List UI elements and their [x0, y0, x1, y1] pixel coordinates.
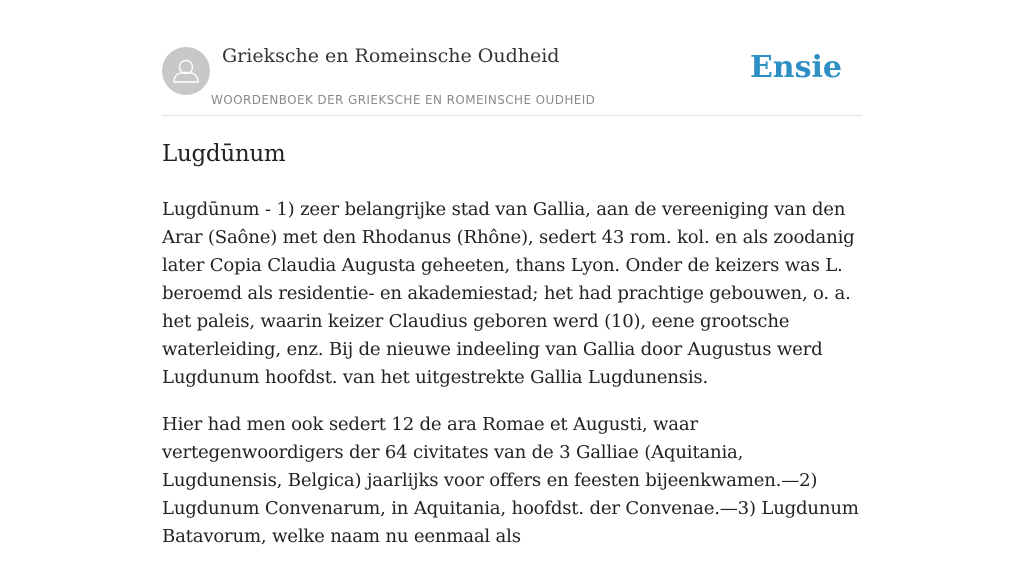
header [162, 0, 862, 116]
entry-paragraph: Hier had men ook sedert 12 de ara Romae et Augusti, waar vertegenwoordigers der 64 civitates van de 3 Galliae (Aquitania, Lugdunensis, Belgica) jaarlijks voor offers en feesten bijeenkwamen.—2) Lugdunum Convenarum, in Aquitania, hoofdst. der Convenae.—3) Lugdunum Batavorum, welke naam nu eenmaal als [162, 414, 859, 547]
site-subtitle[interactable]: WOORDENBOEK DER GRIEKSCHE EN ROMEINSCHE OUDHEID [211, 93, 596, 107]
entry-paragraph: Lugdūnum - 1) zeer belangrijke stad van Gallia, aan de vereeniging van den Arar (Saône) met den Rhodanus (Rhône), sedert 43 rom. kol. en als zoodanig later Copia Claudia Augusta geheeten, thans Lyon. Onder de keizers was L. beroemd als residentie- en akademiestad; het had prachtige gebouwen, o. a. het paleis, waarin keizer Claudius geboren werd (10), eene grootsche waterleiding, enz. Bij de nieuwe indeeling van Gallia door Augustus werd Lugdunum hoofdst. van het uitgestrekte Gallia Lugdunensis. [162, 199, 855, 388]
entry-title: Lugdūnum [162, 141, 286, 167]
brand-logo[interactable]: Ensie [749, 50, 842, 85]
user-icon [162, 47, 210, 95]
entry-content [162, 136, 862, 570]
site-title[interactable]: Grieksche en Romeinsche Oudheid [222, 45, 560, 67]
avatar[interactable] [162, 47, 210, 95]
